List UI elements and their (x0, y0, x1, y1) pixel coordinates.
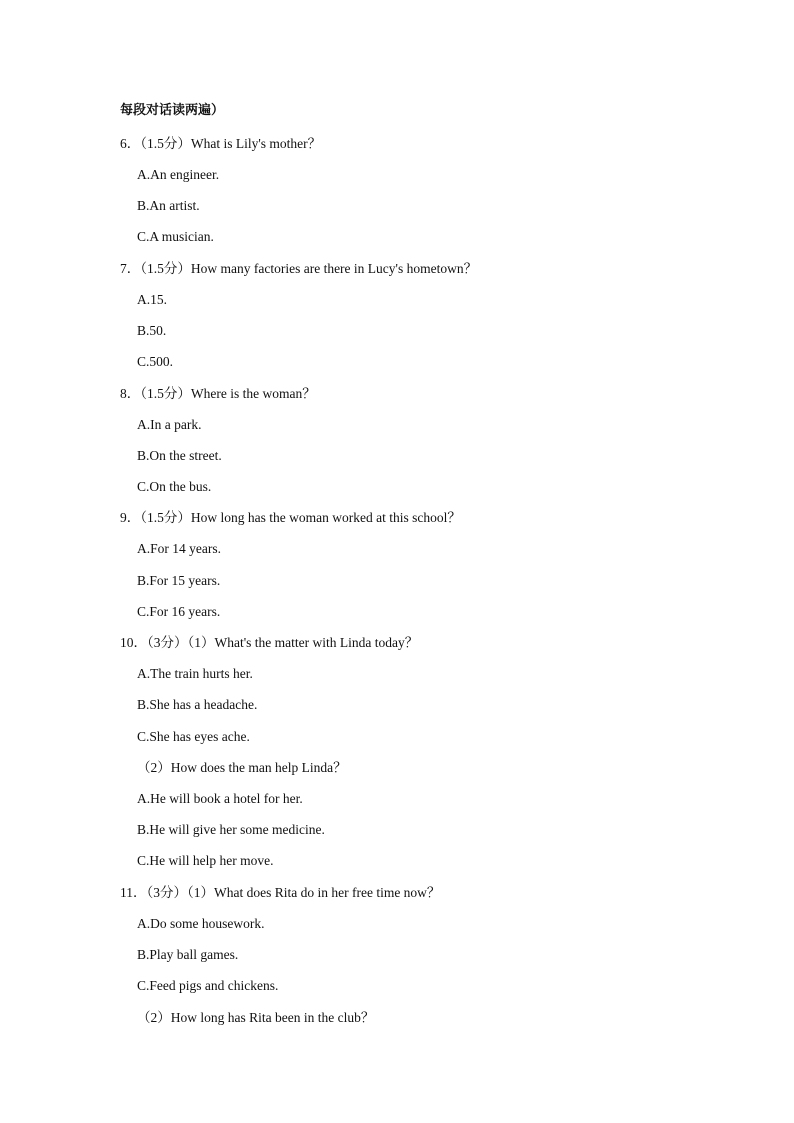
question-9: 9．（1.5分）How long has the woman worked at this school？ (120, 510, 461, 525)
option-9b: B.For 15 years. (137, 573, 221, 588)
option-8c: C.On the bus. (137, 479, 212, 494)
option-11-1c: C.Feed pigs and chickens. (137, 978, 279, 993)
option-10-2c: C.He will help her move. (137, 853, 274, 868)
option-10-1a: A.The train hurts her. (137, 666, 253, 681)
subquestion-10-2: （2）How does the man help Linda？ (137, 760, 347, 775)
section-instruction: 每段对话读两遍） (120, 103, 225, 118)
option-10-2b: B.He will give her some medicine. (137, 822, 325, 837)
option-11-1a: A.Do some housework. (137, 916, 265, 931)
option-7b: B.50. (137, 323, 167, 338)
option-6b: B.An artist. (137, 198, 200, 213)
option-8a: A.In a park. (137, 417, 202, 432)
option-7a: A.15. (137, 292, 167, 307)
option-9a: A.For 14 years. (137, 541, 221, 556)
option-10-1c: C.She has eyes ache. (137, 729, 250, 744)
question-10: 10．（3分）（1）What's the matter with Linda today？ (120, 635, 419, 650)
question-11: 11．（3分）（1）What does Rita do in her free time now？ (120, 885, 441, 900)
option-6c: C.A musician. (137, 229, 214, 244)
subquestion-11-2: （2）How long has Rita been in the club？ (137, 1010, 375, 1025)
option-11-1b: B.Play ball games. (137, 947, 239, 962)
question-8: 8．（1.5分）Where is the woman？ (120, 386, 316, 401)
question-6: 6．（1.5分）What is Lily's mother？ (120, 136, 322, 151)
option-7c: C.500. (137, 354, 174, 369)
option-10-1b: B.She has a headache. (137, 697, 258, 712)
option-8b: B.On the street. (137, 448, 222, 463)
option-6a: A.An engineer. (137, 167, 220, 182)
option-9c: C.For 16 years. (137, 604, 221, 619)
question-7: 7．（1.5分）How many factories are there in Lucy's hometown？ (120, 261, 478, 276)
option-10-2a: A.He will book a hotel for her. (137, 791, 303, 806)
